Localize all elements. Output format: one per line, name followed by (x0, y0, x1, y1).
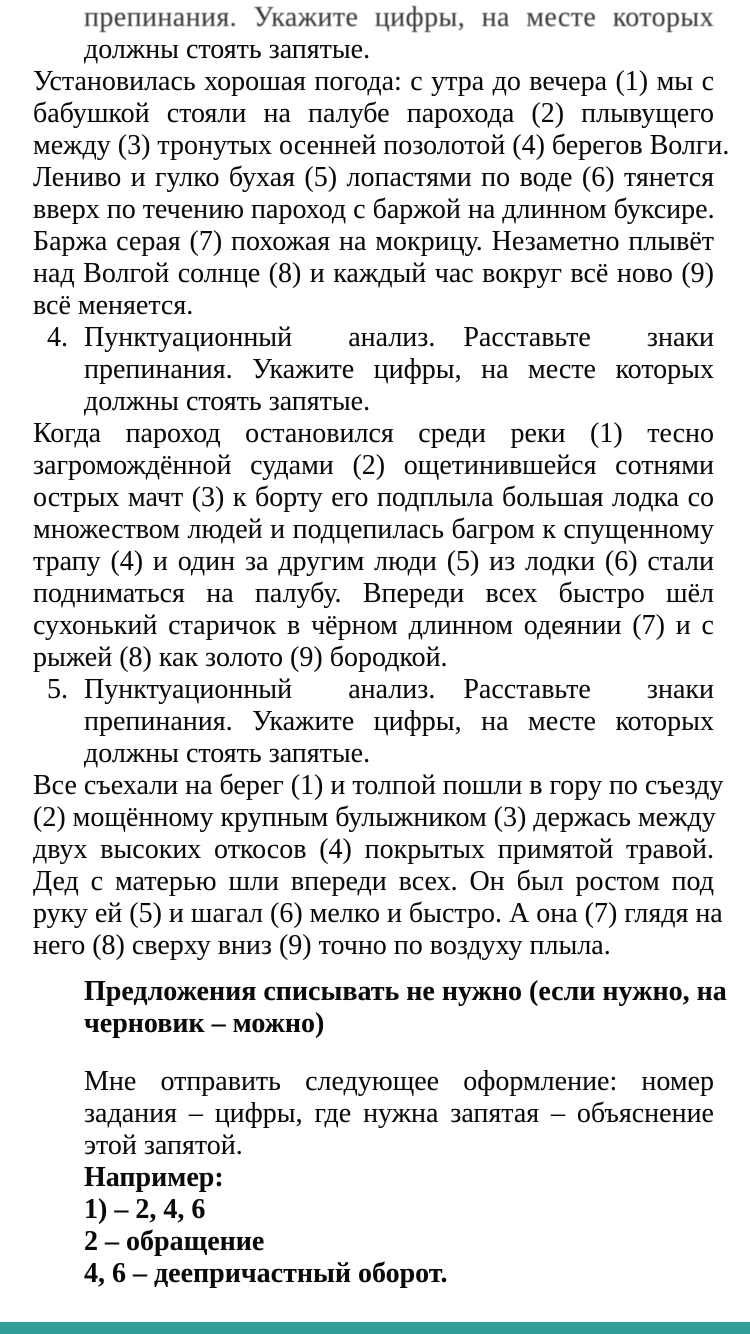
task4-instruction (47, 322, 714, 418)
text-line: препинания. Укажите цифры, на месте которых (84, 2, 714, 33)
task5-passage (33, 770, 724, 962)
text-line: бабушкой стояли на палубе парохода (2) плывущего (33, 98, 714, 129)
task5-instruction-text: Пунктуационный анализ. Расставьте знаки (84, 674, 714, 705)
text-line: Лениво и гулко бухая (5) лопастями по воде (6) тянется (33, 162, 714, 193)
text-line: Предложения списывать не нужно (если нужно, на (84, 976, 727, 1007)
example-label: Например: (84, 1162, 224, 1193)
example-block (84, 1162, 714, 1290)
copy-note (84, 976, 727, 1040)
task5-instruction-first-line (47, 674, 714, 706)
text-line: между (3) тронутых осенней позолотой (4) берегов Волги. (33, 130, 730, 161)
text-line: трапу (4) и один за другим люди (5) из лодки (6) стали (33, 546, 714, 577)
text-line: острых мачт (3) к борту его подплыла большая лодка со (33, 482, 714, 513)
text-line: черновик – можно) (84, 1008, 325, 1039)
task4-number: 4. (47, 322, 68, 353)
text-line: задания – цифры, где нужна запятая – объяснение (84, 1098, 714, 1129)
text-line: подниматься на палубу. Впереди всех быстро шёл (33, 578, 714, 609)
text-line: должны стоять запятые. (84, 34, 371, 65)
text-line: загромождённой судами (2) ощетинившейся сотнями (33, 450, 714, 481)
text-line: рыжей (8) как золото (9) бородкой. (33, 642, 448, 673)
text-line: двух высоких откосов (4) покрытых примятой травой. (33, 834, 714, 865)
text-line: сухонький старичок в чёрном длинном одеянии (7) и с (33, 610, 714, 641)
text-line: этой запятой. (84, 1130, 243, 1161)
task4-instruction-rest (84, 354, 714, 418)
text-line: должны стоять запятые. (84, 738, 371, 769)
text-line: 1) – 2, 4, 6 (84, 1194, 206, 1225)
task4-instruction-first-line (47, 322, 714, 354)
task5-number: 5. (47, 674, 68, 705)
text-line: Установилась хорошая погода: с утра до вечера (1) мы с (33, 66, 714, 97)
text-line: Когда пароход остановился среди реки (1) тесно (33, 418, 714, 449)
text-line: всё меняется. (33, 290, 194, 321)
text-line: него (8) сверху вниз (9) точно по воздуху плыла. (33, 930, 611, 961)
text-line: вверх по течению пароход с баржой на длинном буксире. (33, 194, 715, 225)
text-line: Дед с матерью шли впереди всех. Он был ростом под (33, 866, 714, 897)
text-line: Все съехали на берег (1) и толпой пошли в гору по съезду (33, 770, 724, 801)
text-line: руку ей (5) и шагал (6) мелко и быстро. А она (7) глядя на (33, 898, 723, 929)
task3-instruction-fragment (84, 2, 714, 66)
text-line: 4, 6 – деепричастный оборот. (84, 1258, 448, 1289)
text-line: препинания. Укажите цифры, на месте которых (84, 354, 714, 385)
format-instruction (84, 1066, 714, 1162)
task5-instruction (47, 674, 714, 770)
text-line: препинания. Укажите цифры, на месте которых (84, 706, 714, 737)
bottom-accent-bar (0, 1322, 750, 1334)
example-lines (84, 1194, 714, 1290)
text-line: (2) мощённому крупным булыжником (3) держась между (33, 802, 716, 833)
text-line: 2 – обращение (84, 1226, 265, 1257)
text-line: Мне отправить следующее оформление: номер (84, 1066, 714, 1097)
text-line: над Волгой солнце (8) и каждый час вокруг всё ново (9) (33, 258, 714, 289)
task3-passage (33, 66, 730, 322)
text-line: Баржа серая (7) похожая на мокрицу. Незаметно плывёт (33, 226, 714, 257)
text-line: должны стоять запятые. (84, 386, 371, 417)
text-line: множеством людей и подцепилась багром к спущенному (33, 514, 714, 545)
task4-passage (33, 418, 714, 674)
task4-instruction-text: Пунктуационный анализ. Расставьте знаки (84, 322, 714, 353)
task5-instruction-rest (84, 706, 714, 770)
